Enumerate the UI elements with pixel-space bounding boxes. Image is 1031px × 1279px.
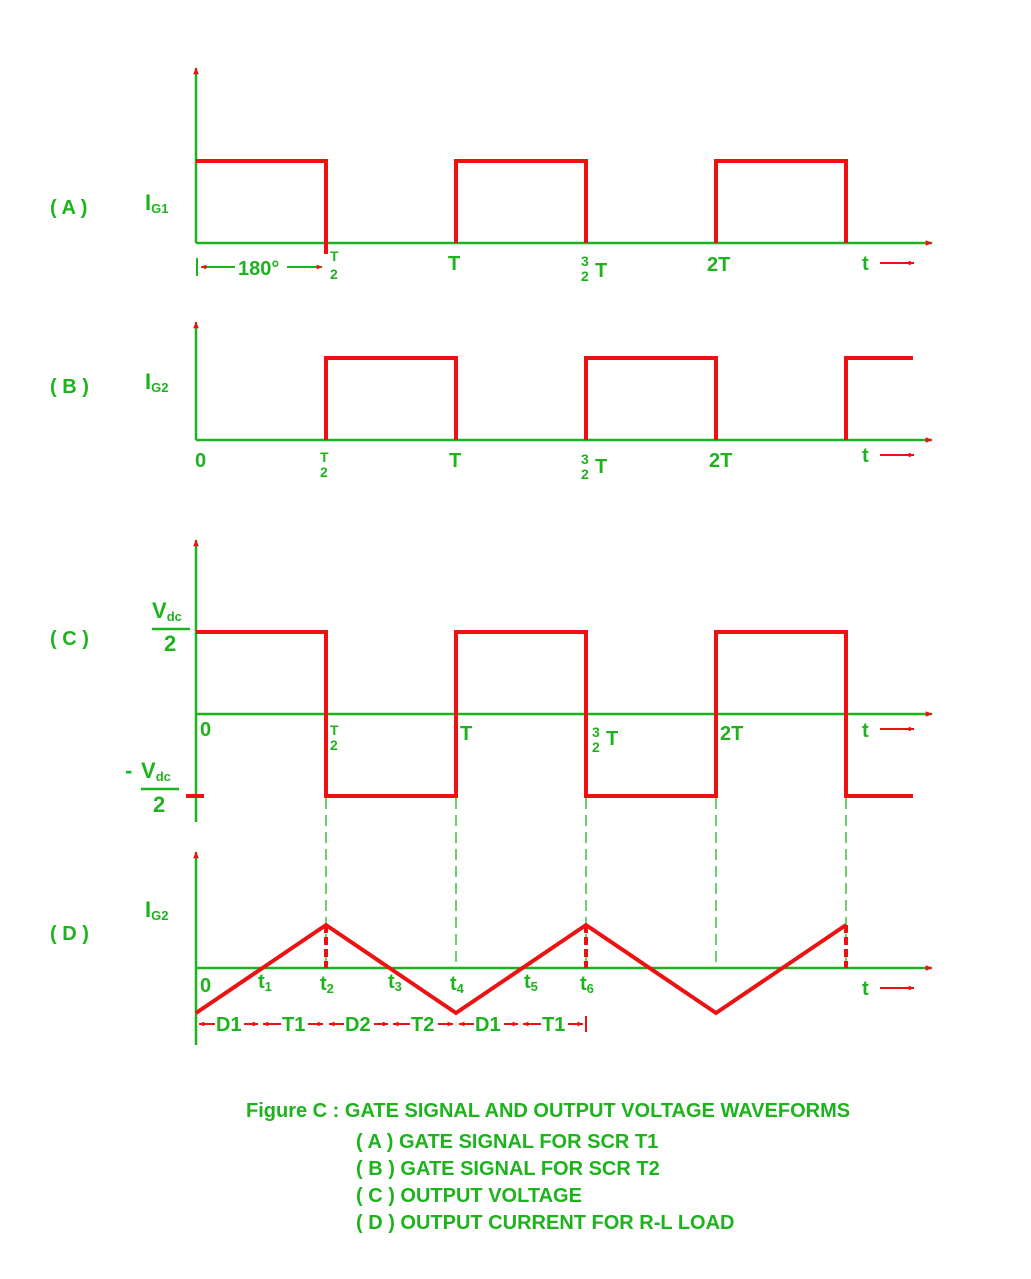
panel-a-three-half-t: T [595,260,608,282]
panel-b-2t-label: 2T [709,450,733,472]
panel-d [50,852,932,1045]
panel-b [50,322,932,482]
panel-c [50,540,932,822]
panel-b-three-half-t: T [595,456,608,478]
panel-d-signal: IG2 [145,897,169,923]
panel-c-t-label: T [460,723,473,745]
angle-label: 180° [238,258,280,280]
time-label-t4: t4 [450,973,464,996]
gate-signal-t2-waveform [326,358,913,440]
panel-b-zero: 0 [195,450,207,472]
panel-c-zero: 0 [200,719,212,741]
time-label-t5: t5 [524,971,538,994]
time-label-t1: t1 [258,971,272,994]
figure-caption [246,1100,850,1234]
interval-t1-second: T1 [542,1014,566,1036]
time-label-t2: t2 [320,973,334,996]
caption-line-a: ( A ) GATE SIGNAL FOR SCR T1 [356,1131,659,1153]
panel-a-half-t-den: 2 [330,266,338,282]
interval-d2: D2 [345,1014,371,1036]
panel-c-2t-label: 2T [720,723,744,745]
panel-b-three-half-den: 2 [581,466,589,482]
panel-c-three-half-num: 3 [592,724,600,740]
panel-b-time-label: t [862,445,869,467]
time-label-t3: t3 [388,971,402,994]
panel-a-2t-label: 2T [707,254,731,276]
panel-a-label: ( A ) [50,197,88,219]
panel-c-label: ( C ) [50,628,89,650]
panel-a-three-half-den: 2 [581,268,589,284]
interval-t1: T1 [282,1014,306,1036]
time-label-t6: t6 [580,973,594,996]
panel-a-time-label: t [862,253,869,275]
panel-c-time-label: t [862,720,869,742]
panel-b-half-t-den: 2 [320,464,328,480]
panel-a-three-half-num: 3 [581,253,589,269]
caption-line-c: ( C ) OUTPUT VOLTAGE [356,1185,582,1207]
panel-b-t-label: T [449,450,462,472]
gate-signal-t1-waveform [196,161,846,243]
panel-a-t-label: T [448,253,461,275]
interval-d1-second: D1 [475,1014,501,1036]
panel-a [50,68,932,284]
panel-c-three-half-den: 2 [592,739,600,755]
panel-c-half-t-den: 2 [330,737,338,753]
panel-d-label: ( D ) [50,923,89,945]
panel-d-zero: 0 [200,975,212,997]
interval-t2: T2 [411,1014,435,1036]
positive-level-num: Vdc [152,598,182,624]
negative-level-sign: - [125,758,133,783]
panel-a-half-t-num: T [330,248,339,264]
panel-b-three-half-num: 3 [581,451,589,467]
panel-c-three-half-t: T [606,728,619,750]
panel-b-signal: IG2 [145,369,169,395]
negative-level-den: 2 [153,792,166,817]
interval-d1: D1 [216,1014,242,1036]
caption-title: Figure C : GATE SIGNAL AND OUTPUT VOLTAGE WAVEFORMS [246,1100,851,1122]
negative-level-num: Vdc [141,758,171,784]
panel-d-time-label: t [862,978,869,1000]
panel-c-half-t-num: T [330,722,339,738]
panel-b-half-t-num: T [320,449,329,465]
positive-level-den: 2 [164,631,177,656]
caption-line-d: ( D ) OUTPUT CURRENT FOR R-L LOAD [356,1212,735,1234]
caption-line-b: ( B ) GATE SIGNAL FOR SCR T2 [356,1158,660,1180]
conduction-intervals [199,1014,586,1036]
panel-b-label: ( B ) [50,376,89,398]
panel-a-signal: IG1 [145,190,169,216]
